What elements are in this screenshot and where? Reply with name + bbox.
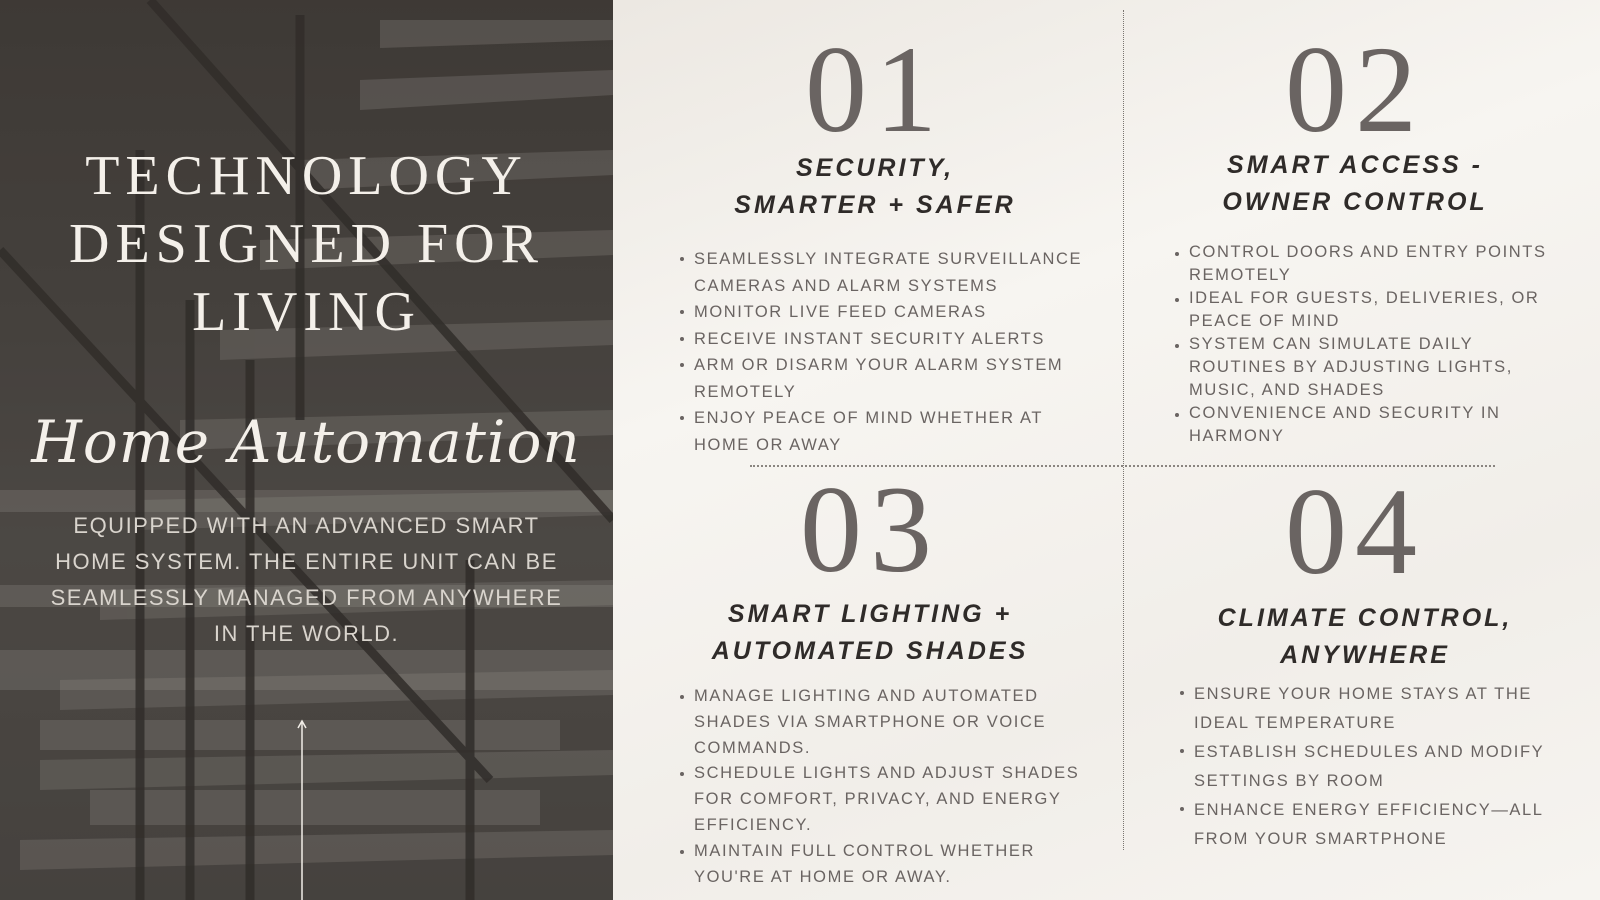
hero-panel (0, 0, 613, 900)
section-heading-line: OWNER CONTROL (1222, 188, 1488, 216)
list-item: MAINTAIN FULL CONTROL WHETHER YOU'RE AT HOME OR AWAY. (680, 839, 1080, 891)
list-item: CONTROL DOORS AND ENTRY POINTS REMOTELY (1175, 241, 1555, 287)
list-item: ENHANCE ENERGY EFFICIENCY—ALL FROM YOUR SMARTPHONE (1180, 796, 1550, 854)
section-heading-line: AUTOMATED SHADES (711, 637, 1029, 665)
panel-title-line: LIVING (192, 281, 421, 343)
list-item: SYSTEM CAN SIMULATE DAILY ROUTINES BY ADJUSTING LIGHTS, MUSIC, AND SHADES (1175, 333, 1555, 402)
panel-title-line: TECHNOLOGY (85, 145, 528, 207)
feature-list (1180, 680, 1550, 854)
section-heading-line: CLIMATE CONTROL, (1217, 604, 1513, 632)
list-item: ENJOY PEACE OF MIND WHETHER AT HOME OR AWAY (680, 405, 1100, 458)
section-number: 04 (1285, 463, 1425, 600)
section-number: 03 (800, 461, 940, 598)
section-heading (700, 150, 1050, 224)
vertical-divider (1123, 10, 1124, 850)
feature-list (1175, 241, 1555, 448)
list-item: ENSURE YOUR HOME STAYS AT THE IDEAL TEMPERATURE (1180, 680, 1550, 738)
section-heading (1180, 147, 1530, 221)
list-item: SEAMLESSLY INTEGRATE SURVEILLANCE CAMERAS AND ALARM SYSTEMS (680, 246, 1100, 299)
list-item: IDEAL FOR GUESTS, DELIVERIES, OR PEACE OF MIND (1175, 287, 1555, 333)
panel-description: EQUIPPED WITH AN ADVANCED SMART HOME SYSTEM. THE ENTIRE UNIT CAN BE SEAMLESSLY MANAGED FROM ANYWHERE IN THE WORLD. (50, 513, 563, 646)
script-heading (0, 398, 613, 503)
section-heading-line: SMART LIGHTING + (727, 600, 1013, 628)
panel-title-line: DESIGNED FOR (69, 213, 544, 275)
list-item: CONVENIENCE AND SECURITY IN HARMONY (1175, 402, 1555, 448)
feature-list (680, 246, 1100, 458)
home-automation-script (0, 398, 613, 498)
script-text: Home Automation (31, 408, 581, 476)
arrow-up-icon (296, 718, 308, 900)
section-heading (680, 596, 1060, 670)
list-item: ESTABLISH SCHEDULES AND MODIFY SETTINGS BY ROOM (1180, 738, 1550, 796)
section-heading-line: SECURITY, (795, 154, 955, 182)
section-heading (1175, 600, 1555, 674)
section-heading-line: SMART ACCESS - (1227, 151, 1483, 179)
feature-list (680, 684, 1080, 890)
list-item: SCHEDULE LIGHTS AND ADJUST SHADES FOR COMFORT, PRIVACY, AND ENERGY EFFICIENCY. (680, 761, 1080, 838)
list-item: RECEIVE INSTANT SECURITY ALERTS (680, 326, 1100, 353)
section-heading-line: ANYWHERE (1280, 641, 1450, 669)
section-number: 02 (1285, 21, 1425, 158)
list-item: MANAGE LIGHTING AND AUTOMATED SHADES VIA SMARTPHONE OR VOICE COMMANDS. (680, 684, 1080, 761)
panel-title (0, 142, 613, 346)
list-item: MONITOR LIVE FEED CAMERAS (680, 299, 1100, 326)
list-item: ARM OR DISARM YOUR ALARM SYSTEM REMOTELY (680, 352, 1100, 405)
section-heading-line: SMARTER + SAFER (734, 191, 1016, 219)
section-number: 01 (805, 21, 945, 158)
